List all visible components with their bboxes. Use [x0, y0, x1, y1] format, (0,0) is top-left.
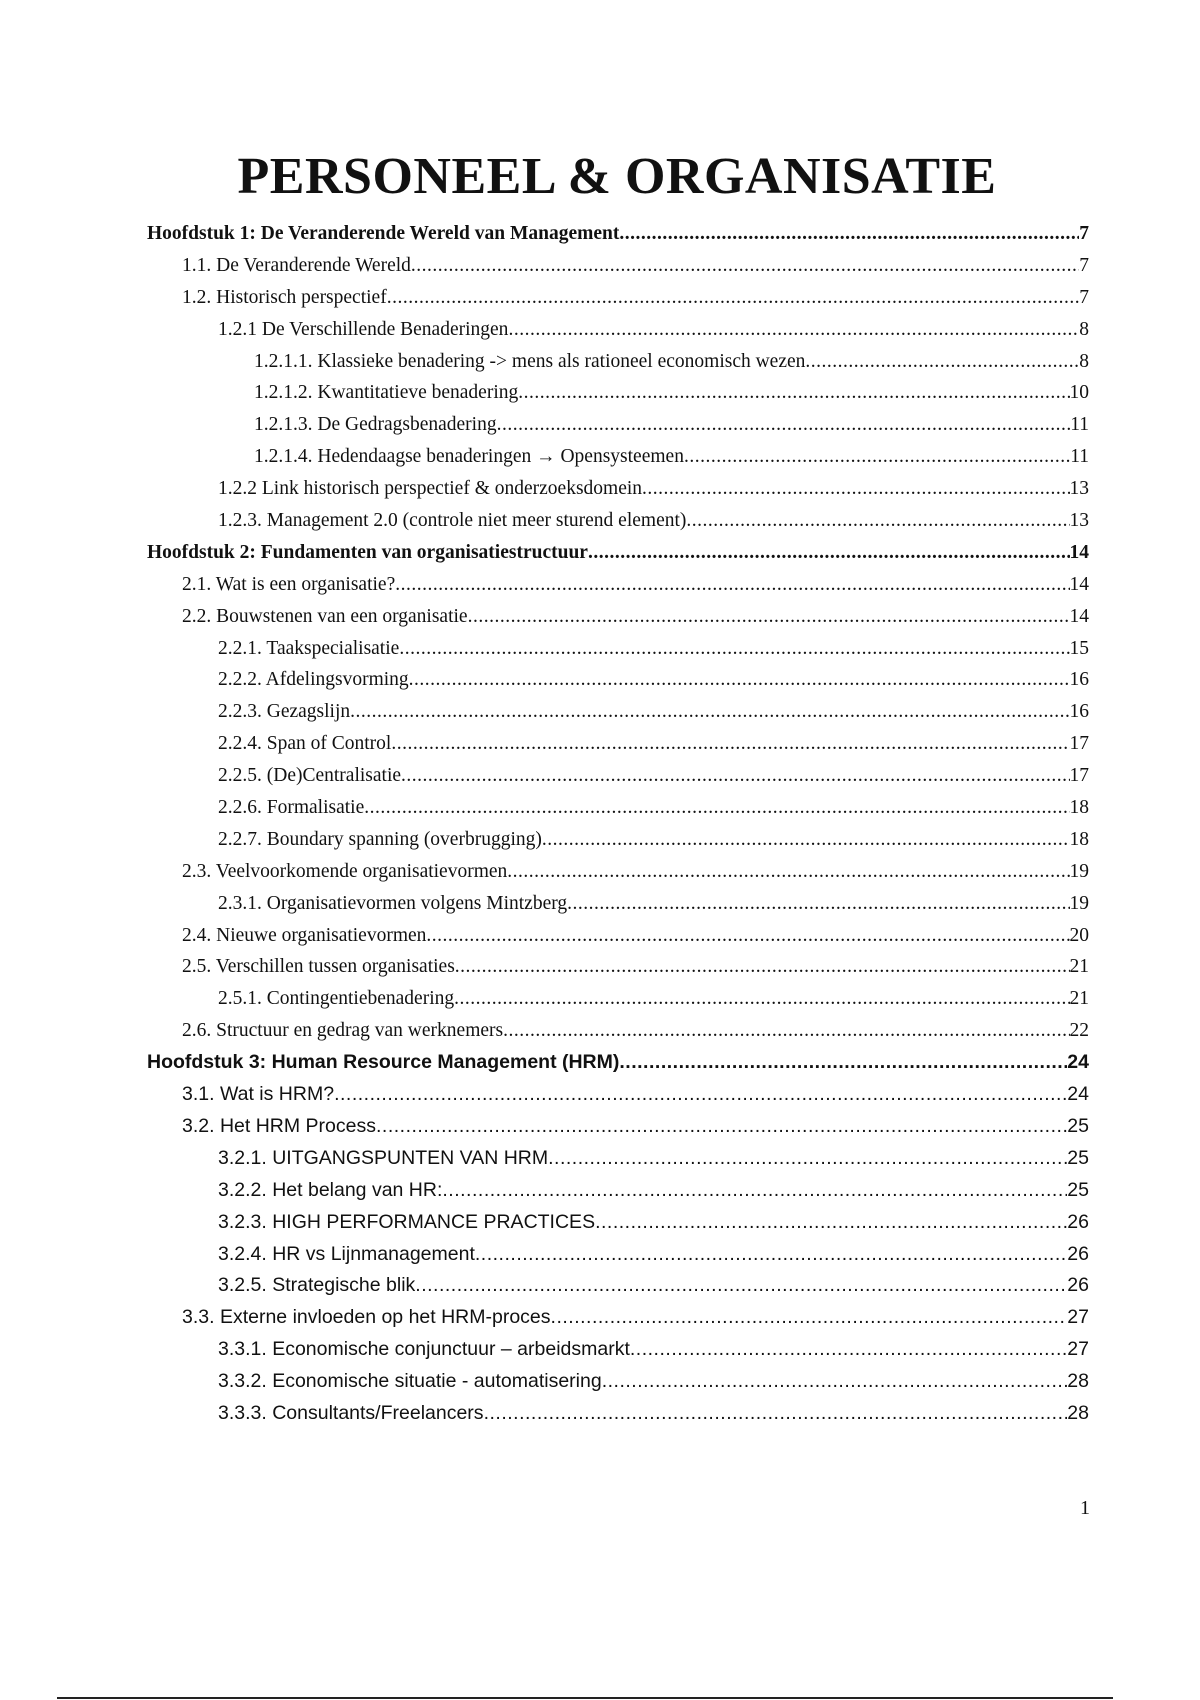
- toc-leader-dots: [395, 569, 1069, 601]
- toc-entry-label: 2.2. Bouwstenen van een organisatie: [182, 605, 468, 627]
- toc-entry-page: 15: [1069, 637, 1089, 659]
- toc-entry-page: 14: [1069, 541, 1089, 563]
- toc-leader-dots: [334, 1079, 1067, 1111]
- toc-entry-page: 26: [1067, 1274, 1089, 1297]
- toc-entry-chapter-3[interactable]: [147, 1047, 1089, 1079]
- toc-entry-label: 2.1. Wat is een organisatie?: [182, 573, 396, 595]
- toc-entry-page: 7: [1079, 254, 1089, 276]
- toc-leader-dots: [507, 856, 1069, 888]
- toc-leader-dots: [551, 1302, 1068, 1334]
- toc-entry-label: Hoofdstuk 2: Fundamenten van organisatiestructuur: [147, 541, 588, 563]
- toc-leader-dots: [350, 696, 1069, 728]
- toc-entry-chapter-2[interactable]: [147, 537, 1089, 569]
- toc-entry-label: 1.2.2 Link historisch perspectief & onderzoeksdomein: [218, 478, 643, 500]
- toc-entry[interactable]: [147, 569, 1089, 601]
- toc-leader-dots: [415, 1270, 1067, 1302]
- toc-entry-label: Hoofdstuk 3: Human Resource Management (HRM): [147, 1051, 620, 1074]
- toc-entry[interactable]: [147, 1239, 1089, 1271]
- toc-entry-label: 2.2.3. Gezagslijn: [218, 701, 351, 723]
- toc-entry-label: 2.5. Verschillen tussen organisaties: [182, 956, 455, 978]
- toc-entry-page: 27: [1067, 1338, 1089, 1361]
- toc-leader-dots: [426, 920, 1069, 952]
- toc-leader-dots: [595, 1207, 1067, 1239]
- toc-entry[interactable]: [147, 1111, 1089, 1143]
- toc-entry-label: 2.2.6. Formalisatie: [218, 797, 365, 819]
- toc-entry[interactable]: [147, 1143, 1089, 1175]
- toc-entry-label: 1.2.1 De Verschillende Benaderingen: [218, 318, 509, 340]
- toc-entry-label: 3.2.5. Strategische blik: [218, 1274, 416, 1297]
- toc-entry[interactable]: [147, 1175, 1089, 1207]
- toc-leader-dots: [548, 1143, 1067, 1175]
- toc-entry-page: 7: [1079, 286, 1089, 308]
- toc-entry[interactable]: [147, 888, 1089, 920]
- toc-leader-dots: [454, 983, 1069, 1015]
- toc-leader-dots: [567, 888, 1069, 920]
- toc-entry-page: 24: [1067, 1051, 1089, 1074]
- toc-entry[interactable]: [147, 505, 1089, 537]
- toc-entry[interactable]: [147, 760, 1089, 792]
- toc-entry[interactable]: [147, 951, 1089, 983]
- toc-entry-label: 3.2.4. HR vs Lijnmanagement: [218, 1242, 475, 1265]
- toc-entry-label: 3.3.3. Consultants/Freelancers: [218, 1401, 484, 1424]
- toc-entry[interactable]: [147, 250, 1089, 282]
- toc-leader-dots: [468, 601, 1070, 633]
- toc-leader-dots: [484, 1398, 1068, 1430]
- toc-entry-page: 17: [1069, 733, 1089, 755]
- toc-leader-dots: [630, 1334, 1067, 1366]
- toc-entry[interactable]: [147, 920, 1089, 952]
- toc-entry-page: 16: [1069, 701, 1089, 723]
- toc-entry-page: 17: [1069, 765, 1089, 787]
- toc-entry[interactable]: [147, 601, 1089, 633]
- toc-entry-label: 3.1. Wat is HRM?: [182, 1083, 335, 1106]
- toc-entry-page: 22: [1069, 1020, 1089, 1042]
- toc-leader-dots: [442, 1175, 1067, 1207]
- toc-entry[interactable]: [147, 473, 1089, 505]
- toc-leader-dots: [542, 824, 1070, 856]
- toc-entry-page: 28: [1067, 1401, 1089, 1424]
- toc-leader-dots: [475, 1239, 1067, 1271]
- toc-entry-label: 1.1. De Veranderende Wereld: [182, 254, 411, 276]
- toc-entry[interactable]: [147, 314, 1089, 346]
- toc-entry-label: 3.2.2. Het belang van HR:: [218, 1178, 443, 1201]
- toc-leader-dots: [518, 377, 1069, 409]
- toc-leader-dots: [619, 218, 1079, 250]
- toc-leader-dots: [455, 951, 1070, 983]
- toc-entry[interactable]: [147, 1079, 1089, 1111]
- toc-entry[interactable]: [147, 1270, 1089, 1302]
- toc-entry[interactable]: [147, 409, 1089, 441]
- page-number: 1: [1080, 1497, 1090, 1519]
- toc-entry-page: 18: [1069, 828, 1089, 850]
- page-title: PERSONEEL & ORGANISATIE: [237, 148, 997, 205]
- toc-entry[interactable]: [147, 1207, 1089, 1239]
- toc-entry[interactable]: [147, 1366, 1089, 1398]
- toc-leader-dots: [376, 1111, 1067, 1143]
- toc-leader-dots: [642, 473, 1069, 505]
- toc-entry[interactable]: [147, 346, 1089, 378]
- toc-entry-chapter-1[interactable]: [147, 218, 1089, 250]
- toc-leader-dots: [588, 537, 1070, 569]
- toc-leader-dots: [391, 728, 1069, 760]
- toc-entry-label: 1.2.1.4. Hedendaagse benaderingen → Opensysteemen: [254, 446, 684, 468]
- toc-leader-dots: [409, 664, 1070, 696]
- toc-entry-label: 3.2. Het HRM Process: [182, 1114, 376, 1137]
- toc-entry[interactable]: [147, 664, 1089, 696]
- toc-entry-page: 11: [1070, 414, 1089, 436]
- toc-entry-label: 2.2.1. Taakspecialisatie: [218, 637, 400, 659]
- toc-entry[interactable]: [147, 441, 1089, 473]
- toc-entry-label: 1.2. Historisch perspectief: [182, 286, 387, 308]
- toc-entry-page: 26: [1067, 1210, 1089, 1233]
- toc-entry-label: 2.2.7. Boundary spanning (overbrugging): [218, 828, 542, 850]
- toc-entry-page: 16: [1069, 669, 1089, 691]
- toc-entry-label: 2.6. Structuur en gedrag van werknemers: [182, 1020, 504, 1042]
- toc-entry[interactable]: [147, 792, 1089, 824]
- toc-leader-dots: [497, 409, 1071, 441]
- toc-entry[interactable]: [147, 282, 1089, 314]
- toc-entry-label: 2.4. Nieuwe organisatievormen: [182, 924, 427, 946]
- toc-entry-label: 2.3. Veelvoorkomende organisatievormen: [182, 860, 508, 882]
- toc-entry[interactable]: [147, 856, 1089, 888]
- toc-entry[interactable]: [147, 1398, 1089, 1430]
- toc-entry-page: 8: [1079, 318, 1089, 340]
- toc-entry-page: 24: [1067, 1083, 1089, 1106]
- toc-entry-page: 25: [1067, 1114, 1089, 1137]
- toc-entry-label: 1.2.3. Management 2.0 (controle niet meer sturend element): [218, 510, 687, 532]
- table-of-contents: [147, 218, 1089, 1430]
- toc-entry-label: 2.5.1. Contingentiebenadering: [218, 988, 455, 1010]
- toc-entry-label: 3.3.1. Economische conjunctuur – arbeidsmarkt: [218, 1338, 630, 1361]
- toc-entry-label: 3.3.2. Economische situatie - automatisering: [218, 1370, 602, 1393]
- toc-entry-page: 8: [1079, 350, 1089, 372]
- toc-leader-dots: [399, 633, 1069, 665]
- toc-entry-label: 3.2.1. UITGANGSPUNTEN VAN HRM: [218, 1146, 549, 1169]
- toc-leader-dots: [508, 314, 1079, 346]
- toc-entry[interactable]: [147, 1334, 1089, 1366]
- toc-entry-label: 1.2.1.3. De Gedragsbenadering: [254, 414, 497, 436]
- toc-entry[interactable]: [147, 633, 1089, 665]
- footer-divider: [57, 1697, 1113, 1699]
- toc-entry[interactable]: [147, 983, 1089, 1015]
- toc-entry-label: 2.2.2. Afdelingsvorming: [218, 669, 409, 691]
- toc-entry-page: 11: [1070, 446, 1089, 468]
- toc-entry-label: 3.2.3. HIGH PERFORMANCE PRACTICES: [218, 1210, 596, 1233]
- toc-entry[interactable]: [147, 728, 1089, 760]
- toc-entry-page: 18: [1069, 797, 1089, 819]
- toc-leader-dots: [619, 1047, 1067, 1079]
- toc-entry[interactable]: [147, 696, 1089, 728]
- toc-entry-page: 10: [1069, 382, 1089, 404]
- toc-leader-dots: [602, 1366, 1068, 1398]
- toc-entry-page: 25: [1067, 1146, 1089, 1169]
- toc-leader-dots: [805, 346, 1079, 378]
- toc-entry-page: 19: [1069, 892, 1089, 914]
- toc-entry-label: 2.2.4. Span of Control: [218, 733, 392, 755]
- toc-entry-page: 26: [1067, 1242, 1089, 1265]
- toc-entry-page: 14: [1069, 605, 1089, 627]
- toc-entry-page: 21: [1069, 988, 1089, 1010]
- toc-leader-dots: [411, 250, 1079, 282]
- toc-entry-page: 20: [1069, 924, 1089, 946]
- toc-entry-page: 25: [1067, 1178, 1089, 1201]
- toc-entry-page: 13: [1069, 510, 1089, 532]
- toc-entry-page: 21: [1069, 956, 1089, 978]
- toc-entry[interactable]: [147, 1302, 1089, 1334]
- toc-entry-label: Hoofdstuk 1: De Veranderende Wereld van Management: [147, 223, 620, 244]
- toc-entry[interactable]: [147, 824, 1089, 856]
- toc-entry-label: 2.3.1. Organisatievormen volgens Mintzberg: [218, 892, 568, 914]
- toc-entry-label: 2.2.5. (De)Centralisatie: [218, 765, 402, 787]
- toc-entry-label: 3.3. Externe invloeden op het HRM-proces: [182, 1306, 551, 1329]
- toc-leader-dots: [364, 792, 1069, 824]
- toc-entry-page: 19: [1069, 860, 1089, 882]
- toc-entry[interactable]: [147, 1015, 1089, 1047]
- toc-leader-dots: [401, 760, 1069, 792]
- toc-leader-dots: [684, 441, 1070, 473]
- toc-leader-dots: [686, 505, 1069, 537]
- toc-entry-page: 13: [1069, 478, 1089, 500]
- toc-entry-label: 1.2.1.2. Kwantitatieve benadering: [254, 382, 519, 404]
- toc-entry-label: 1.2.1.1. Klassieke benadering -> mens als rationeel economisch wezen: [254, 350, 806, 372]
- toc-entry-page: 27: [1067, 1306, 1089, 1329]
- toc-entry-page: 7: [1079, 223, 1089, 244]
- toc-leader-dots: [387, 282, 1080, 314]
- toc-leader-dots: [503, 1015, 1069, 1047]
- toc-entry-page: 14: [1069, 573, 1089, 595]
- toc-entry-page: 28: [1067, 1370, 1089, 1393]
- toc-entry[interactable]: [147, 377, 1089, 409]
